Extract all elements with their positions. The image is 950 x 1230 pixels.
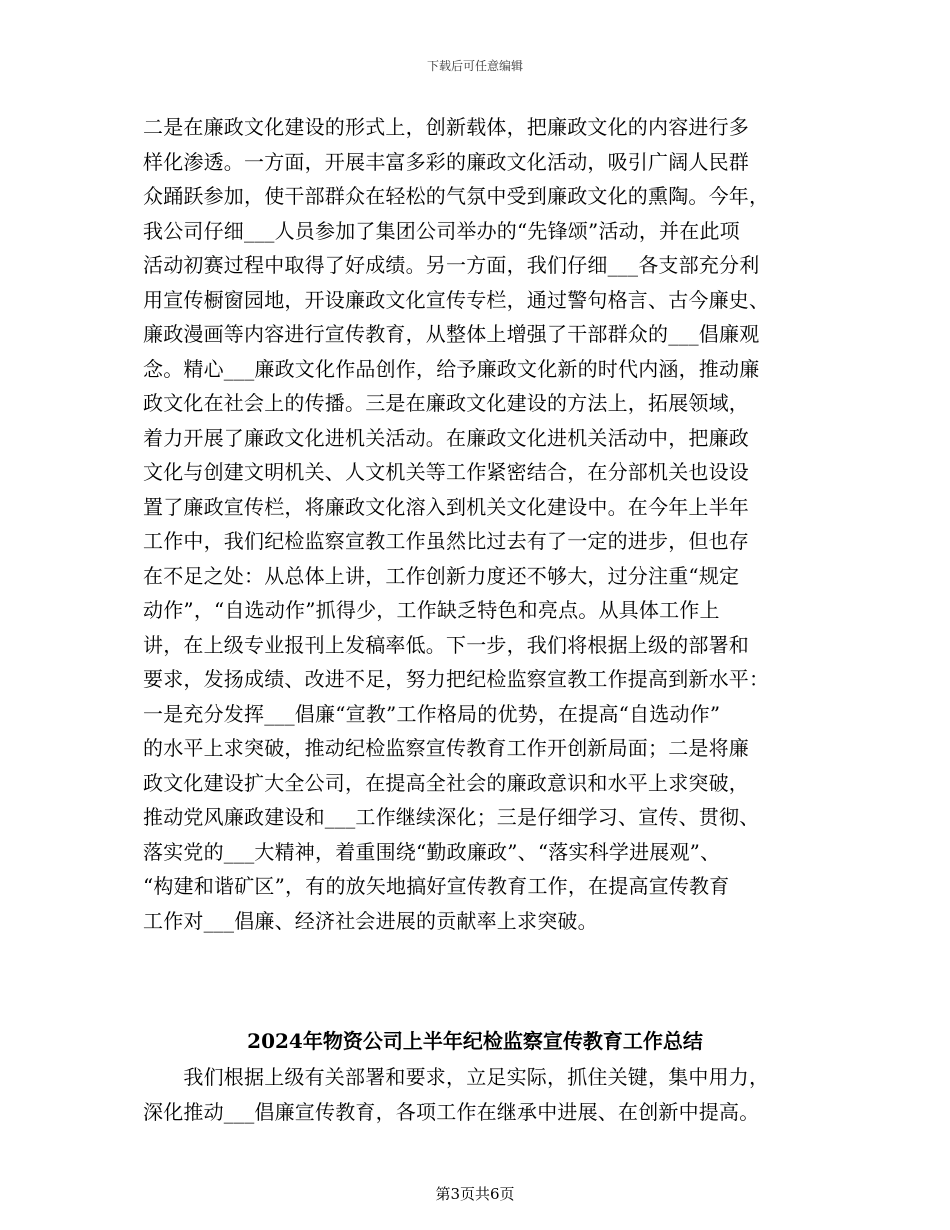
text-line: 众踊跃参加，使干部群众在轻松的气氛中受到廉政文化的熏陶。今年， xyxy=(143,184,770,208)
text-line: 廉政漫画等内容进行宣传教育，从整体上增强了干部群众的___倡廉观 xyxy=(143,322,760,346)
text-line: 在不足之处：从总体上讲，工作创新力度还不够大，过分注重“规定 xyxy=(143,563,740,588)
text-line: 政文化建设扩大全公司，在提高全社会的廉政意识和水平上求突破， xyxy=(143,770,749,795)
text-line: “构建和谐矿区”，有的放矢地搞好宣传教育工作，在提高宣传教育 xyxy=(143,874,730,898)
body-paragraph xyxy=(143,110,803,938)
text-line: 推动党风廉政建设和___工作继续深化；三是仔细学习、宣传、贯彻、 xyxy=(143,805,760,829)
text-line: 我们根据上级有关部署和要求，立足实际，抓住关键，集中用力， xyxy=(143,1065,770,1089)
text-line: 念。精心___廉政文化作品创作，给予廉政文化新的时代内涵，推动廉 xyxy=(143,356,760,381)
text-line: 讲，在上级专业报刊上发稿率低。下一步，我们将根据上级的部署和 xyxy=(143,632,749,657)
text-line: 政文化在社会上的传播。三是在廉政文化建设的方法上，拓展领域， xyxy=(143,391,749,415)
page-header: 下载后可任意编辑 xyxy=(426,59,523,73)
text-line: 要求，发扬成绩、改进不足，努力把纪检监察宣教工作提高到新水平： xyxy=(143,667,770,691)
text-line: 工作中，我们纪检监察宣教工作虽然比过去有了一定的进步，但也存 xyxy=(143,529,749,553)
text-line: 着力开展了廉政文化进机关活动。在廉政文化进机关活动中，把廉政 xyxy=(143,425,749,450)
text-line: 我公司仔细___人员参加了集团公司举办的“先锋颂”活动，并在此项 xyxy=(143,218,740,243)
text-line: 二是在廉政文化建设的形式上，创新载体，把廉政文化的内容进行多 xyxy=(143,115,749,139)
text-line: 用宣传橱窗园地，开设廉政文化宣传专栏，通过警句格言、古今廉史、 xyxy=(143,287,770,312)
text-line: 一是充分发挥___倡廉“宣教”工作格局的优势，在提高“自选动作” xyxy=(143,701,721,726)
text-line: 样化渗透。一方面，开展丰富多彩的廉政文化活动，吸引广阔人民群 xyxy=(143,149,749,174)
text-line: 活动初赛过程中取得了好成绩。另一方面，我们仔细___各支部充分利 xyxy=(143,253,760,277)
text-line: 深化推动___倡廉宣传教育，各项工作在继承中进展、在创新中提高。 xyxy=(143,1099,760,1124)
section-title: 2024年物资公司上半年纪检监察宣传教育工作总结 xyxy=(247,1029,703,1053)
summary-paragraph xyxy=(143,1060,823,1129)
text-line: 动作”，“自选动作”抓得少，工作缺乏特色和亮点。从具体工作上 xyxy=(143,598,720,622)
text-line: 工作对___倡廉、经济社会进展的贡献率上求突破。 xyxy=(143,908,598,933)
text-line: 落实党的___大精神，着重围绕“勤政廉政”、“落实科学进展观”、 xyxy=(143,839,721,864)
page-number: 第3页共6页 xyxy=(435,1185,515,1203)
text-line: 文化与创建文明机关、人文机关等工作紧密结合，在分部机关也设设 xyxy=(143,460,749,484)
text-line: 置了廉政宣传栏，将廉政文化溶入到机关文化建设中。在今年上半年 xyxy=(143,494,749,519)
text-line: 的水平上求突破，推动纪检监察宣传教育工作开创新局面；二是将廉 xyxy=(143,736,749,760)
